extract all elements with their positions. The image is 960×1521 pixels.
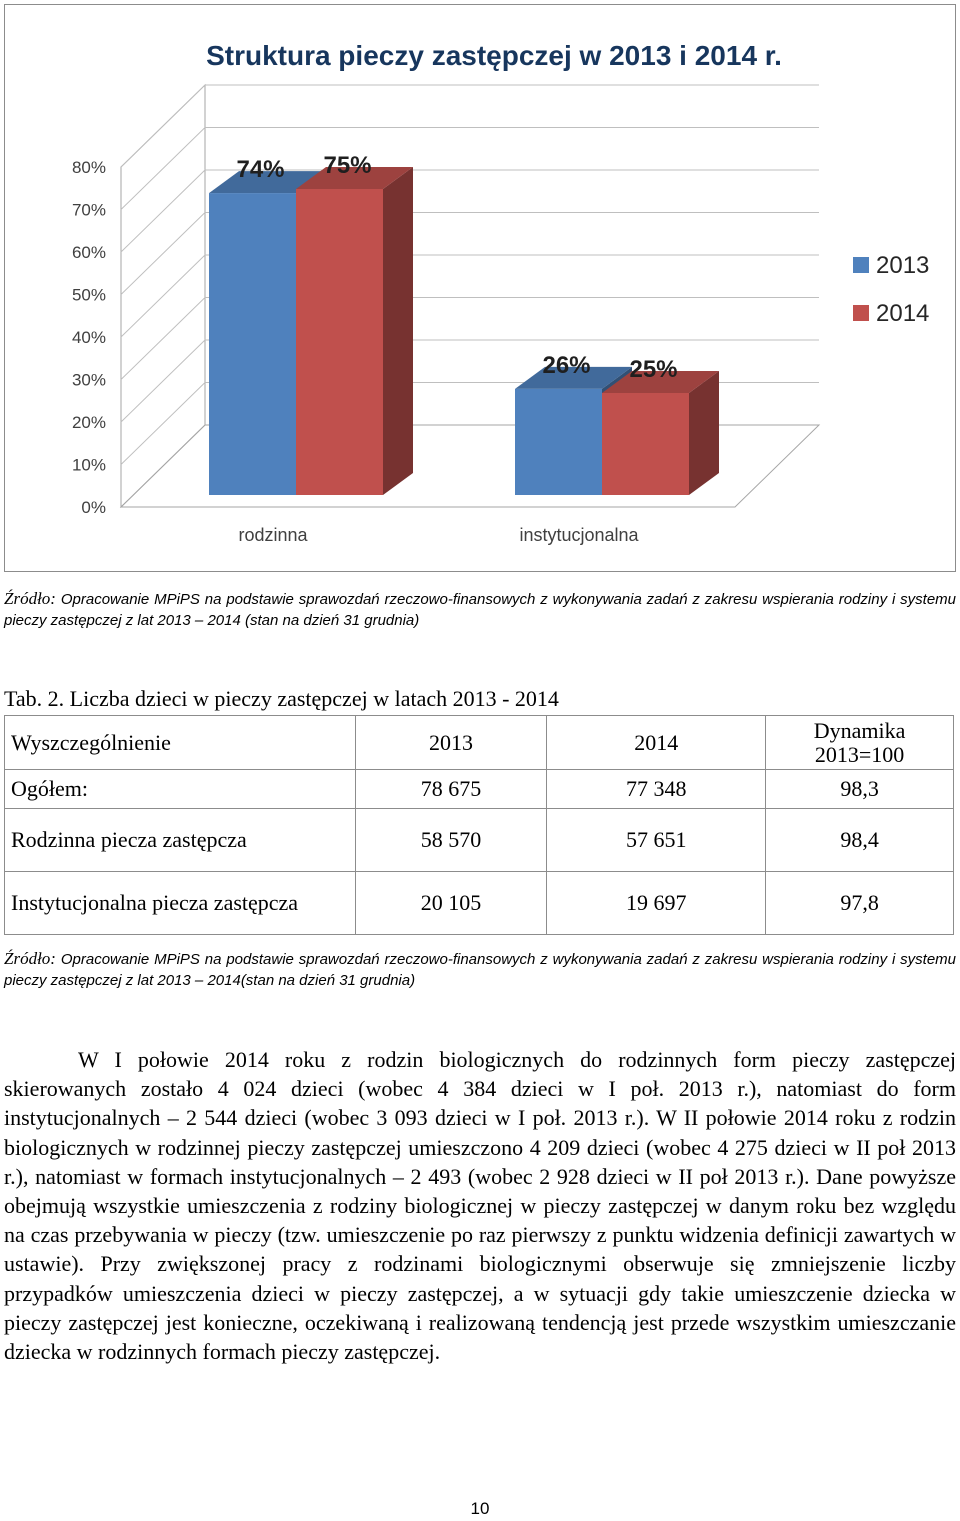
table-row — [5, 809, 954, 872]
table-caption: Tab. 2. Liczba dzieci w pieczy zastępczej w latach 2013 - 2014 — [4, 686, 559, 711]
cell-2013: 20 105 — [355, 872, 547, 935]
bar-2014-instytucjonalna — [602, 393, 689, 495]
row-label: Instytucjonalna piecza zastępcza — [5, 872, 356, 935]
table-row — [5, 770, 954, 809]
y-tick-label: 20% — [71, 413, 106, 432]
cell-2013: 58 570 — [355, 809, 547, 872]
header-2013: 2013 — [355, 716, 547, 770]
source-text: Opracowanie MPiPS na podstawie sprawozdań rzeczowo-finansowych z wykonywania zadań z zakresu wspierania rodziny i systemu pieczy zastępczej z lat 2013 – 2014(stan na dzień 31 grudnia) — [4, 951, 956, 989]
table-header-row — [5, 716, 954, 770]
source-label: Źródło: — [4, 949, 56, 968]
chart-source-note — [4, 588, 956, 631]
y-tick-label: 60% — [71, 243, 106, 262]
cell-2014: 57 651 — [547, 809, 766, 872]
bar-chart — [5, 5, 955, 571]
row-label: Ogółem: — [5, 770, 356, 809]
cell-dynamics: 97,8 — [766, 872, 954, 935]
source-text: Opracowanie MPiPS na podstawie sprawozdań rzeczowo-finansowych z wykonywania zadań z zakresu wspierania rodziny i systemu pieczy zastępczej z lat 2013 – 2014 (stan na dzień 31 grudnia) — [4, 591, 956, 629]
bar-side-2014 — [383, 167, 413, 495]
x-category-label: instytucjonalna — [519, 525, 639, 545]
cell-2014: 19 697 — [547, 872, 766, 935]
table-row — [5, 872, 954, 935]
source-label: Źródło: — [4, 589, 56, 608]
children-table — [4, 715, 954, 935]
chart-frame — [4, 4, 956, 572]
chart-title: Struktura pieczy zastępczej w 2013 i 2014 r. — [206, 40, 782, 71]
cell-2014: 77 348 — [547, 770, 766, 809]
header-dynamics — [766, 716, 954, 770]
gridline — [121, 85, 819, 167]
legend-label: 2013 — [876, 252, 930, 279]
bar-2014-rodzinna — [296, 189, 383, 495]
header-dynamics-label: Dynamika — [813, 717, 906, 743]
cell-dynamics: 98,3 — [766, 770, 954, 809]
legend-label: 2014 — [876, 300, 930, 327]
table-source-note — [4, 948, 956, 991]
header-2014: 2014 — [547, 716, 766, 770]
cell-2013: 78 675 — [355, 770, 547, 809]
data-label: 75% — [323, 152, 372, 179]
legend-swatch-2013 — [853, 257, 869, 273]
x-category-label: rodzinna — [238, 525, 308, 545]
y-tick-label: 30% — [71, 370, 106, 390]
y-tick-label: 50% — [71, 285, 106, 305]
y-tick-label: 70% — [71, 200, 106, 220]
page-number: 10 — [470, 1499, 490, 1518]
body-paragraph: W I połowie 2014 roku z rodzin biologicznych do rodzinnych form pieczy zastępczej skierowanych zostało 4 024 dzieci (wobec 4 384 dzieci w I poł. 2013 r.), natomiast do form instytucjonalnych – 2 544 dzieci (wobec 3 093 dzieci w I poł. 2013 r.). W II połowie 2014 roku z rodzin biologicznych w rodzinnej pieczy zastępczej umieszczono 4 209 dzieci (wobec 4 275 dzieci w II poł 2013 r.), natomiast w formach instytucjonalnych – 2 493 (wobec 2 928 dzieci w II poł 2013 r.). Dane powyższe obejmują wszystkie umieszczenia z rodziny biologicznej w pieczy zastępczej w danym roku bez względu na czas przebywania w pieczy (tzw. umieszczenie po raz pierwszy z punktu widzenia definicji zawartych w ustawie). Przy zwiększonej pracy z rodzinami biologicznymi obserwuje się zmniejszenie liczby przypadków umieszczenia dzieci w pieczy zastępczej, a w sytuacji gdy takie umieszczenie dziecka w pieczy zastępczej jest konieczne, oczekiwaną i realizowaną tendencją jest przede wszystkim umieszczanie dziecka w rodzinnych formach pieczy zastępczej. — [4, 1047, 956, 1365]
header-item: Wyszczególnienie — [5, 716, 356, 770]
y-tick-label: 10% — [71, 455, 106, 475]
legend-swatch-2014 — [853, 305, 869, 321]
data-label: 25% — [629, 356, 678, 383]
y-tick-label: 0% — [81, 498, 106, 517]
bar-2013-instytucjonalna — [515, 389, 602, 495]
data-label: 74% — [236, 156, 285, 184]
y-tick-label: 40% — [71, 328, 106, 347]
cell-dynamics: 98,4 — [766, 809, 954, 872]
bar-2013-rodzinna — [209, 193, 296, 495]
data-label: 26% — [542, 351, 591, 379]
y-tick-label: 80% — [71, 158, 106, 177]
row-label: Rodzinna piecza zastępcza — [5, 809, 356, 872]
header-dynamics-base: 2013=100 — [814, 741, 905, 767]
